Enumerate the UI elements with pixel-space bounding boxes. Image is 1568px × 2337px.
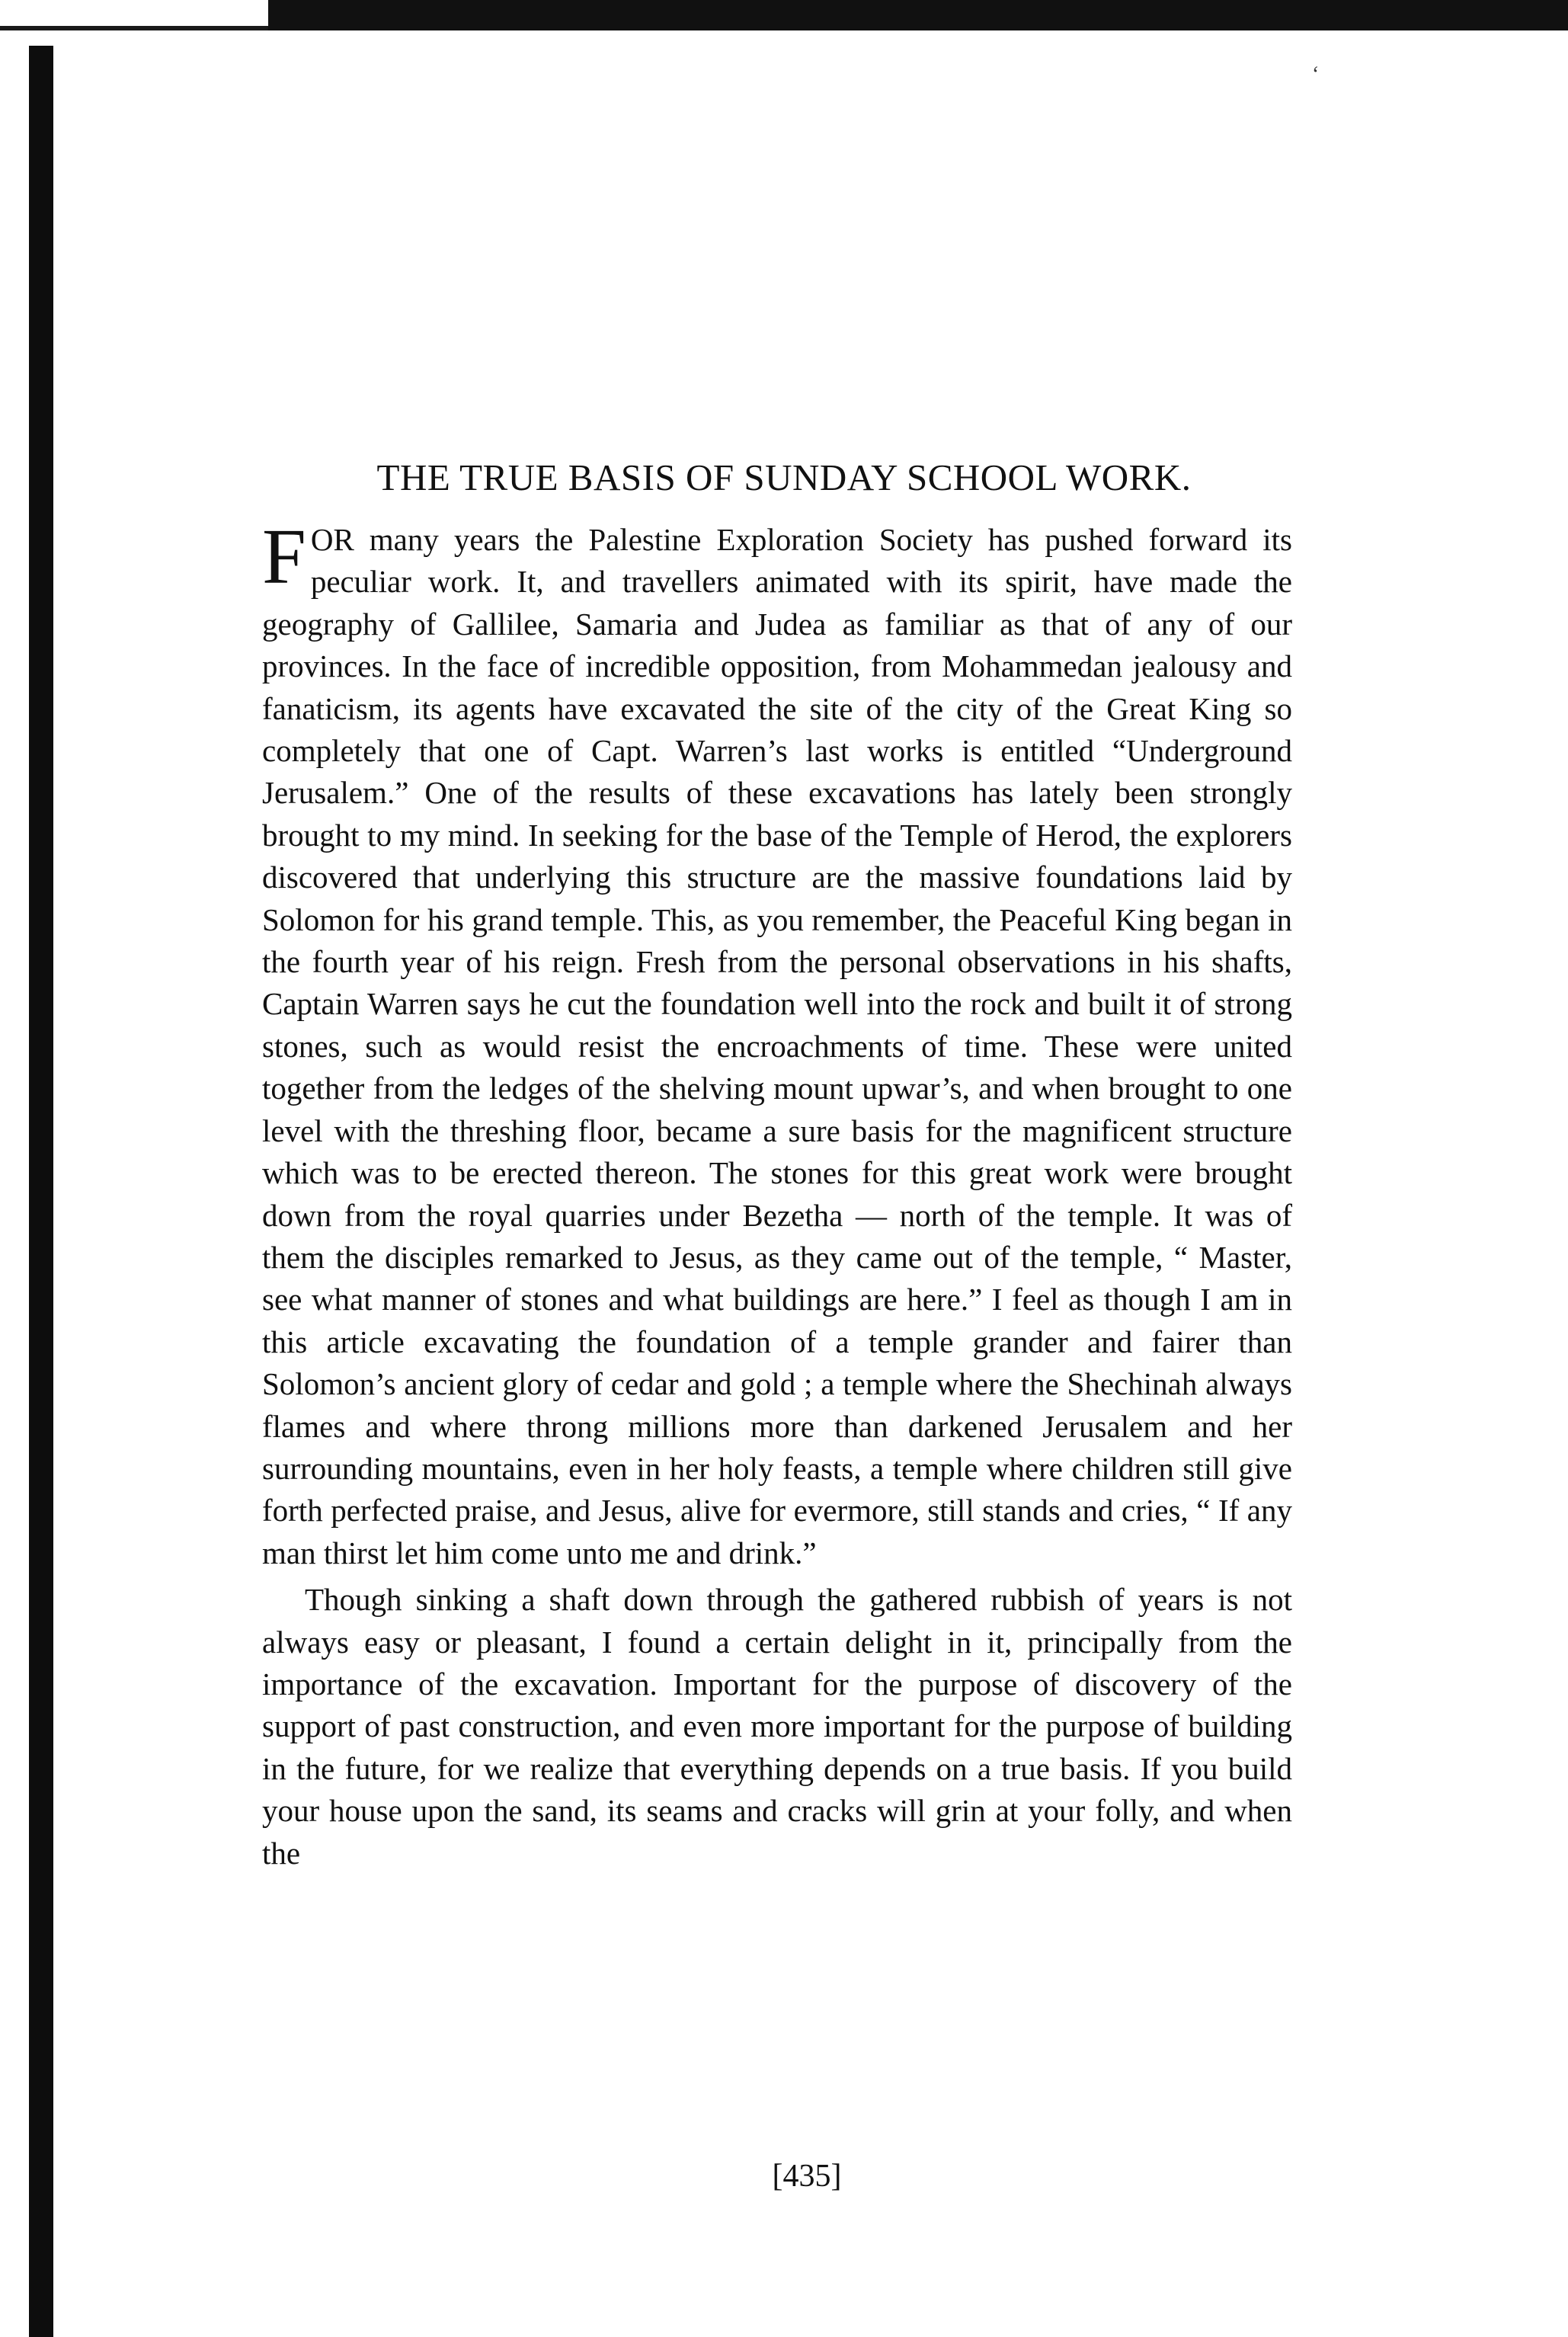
paragraph-2: Though sinking a shaft down through the gathered rubbish of years is not always easy or pleasant, I found a certain delight in it, principally from the importance of the excavation. Important for the purpose of discovery of the support of past construction, and even more important for the purpose of building in the future, for we realize that everything depends on a true basis. If you build your house upon the sand, its seams and cracks will grin at your folly, and when the [262, 1582, 1292, 1871]
drop-cap: F [262, 513, 306, 600]
top-scan-rule [268, 0, 1568, 30]
paragraph-1 [262, 513, 1292, 1574]
page-number: [435] [772, 2159, 842, 2194]
top-scan-rule-thin [0, 26, 268, 30]
article-title: THE TRUE BASIS OF SUNDAY SCHOOL WORK. [376, 456, 1192, 498]
scan-speck: ‘ [1312, 62, 1320, 86]
left-scan-border [29, 46, 53, 2337]
paragraph-1-text: OR many years the Palestine Exploration Society has pushed forward its peculiar work. It, and travellers animated with its spirit, have made the geography of Gallilee, Samaria and Judea as familiar as that of any of our provinces. In the face of incredible opposition, from Mohammedan jealousy and fanaticism, its agents have excavated the site of the city of the Great King so completely that one of Capt. Warren’s last works is entitled “Underground Jerusalem.” One of the results of these excavations has lately been strongly brought to my mind. In seeking for the base of the Temple of Herod, the explorers discovered that underlying this structure are the massive foundations laid by Solomon for his grand temple. This, as you remember, the Peaceful King began in the fourth year of his reign. Fresh from the personal observations in his shafts, Captain Warren says he cut the foundation well into the rock and built it of strong stones, such as would resist the encroachments of time. These were united together from the ledges of the shelving mount upwar’s, and when brought to one level with the threshing floor, became a sure basis for the magnificent structure which was to be erected thereon. The stones for this great work were brought down from the royal quarries under Bezetha — north of the temple. It was of them the disciples remarked to Jesus, as they came out of the temple, “ Master, see what manner of stones and what buildings are here.” I feel as though I am in this article excavating the foundation of a temple grander and fairer than Solomon’s ancient glory of cedar and gold ; a temple where the Shechinah always flames and where throng millions more than darkened Jerusalem and her surrounding mountains, even in her holy feasts, a temple where children still give forth perfected praise, and Jesus, alive for evermore, still stands and cries, “ If any man thirst let him come unto me and drink.” [262, 522, 1292, 1570]
article [262, 456, 1292, 1874]
